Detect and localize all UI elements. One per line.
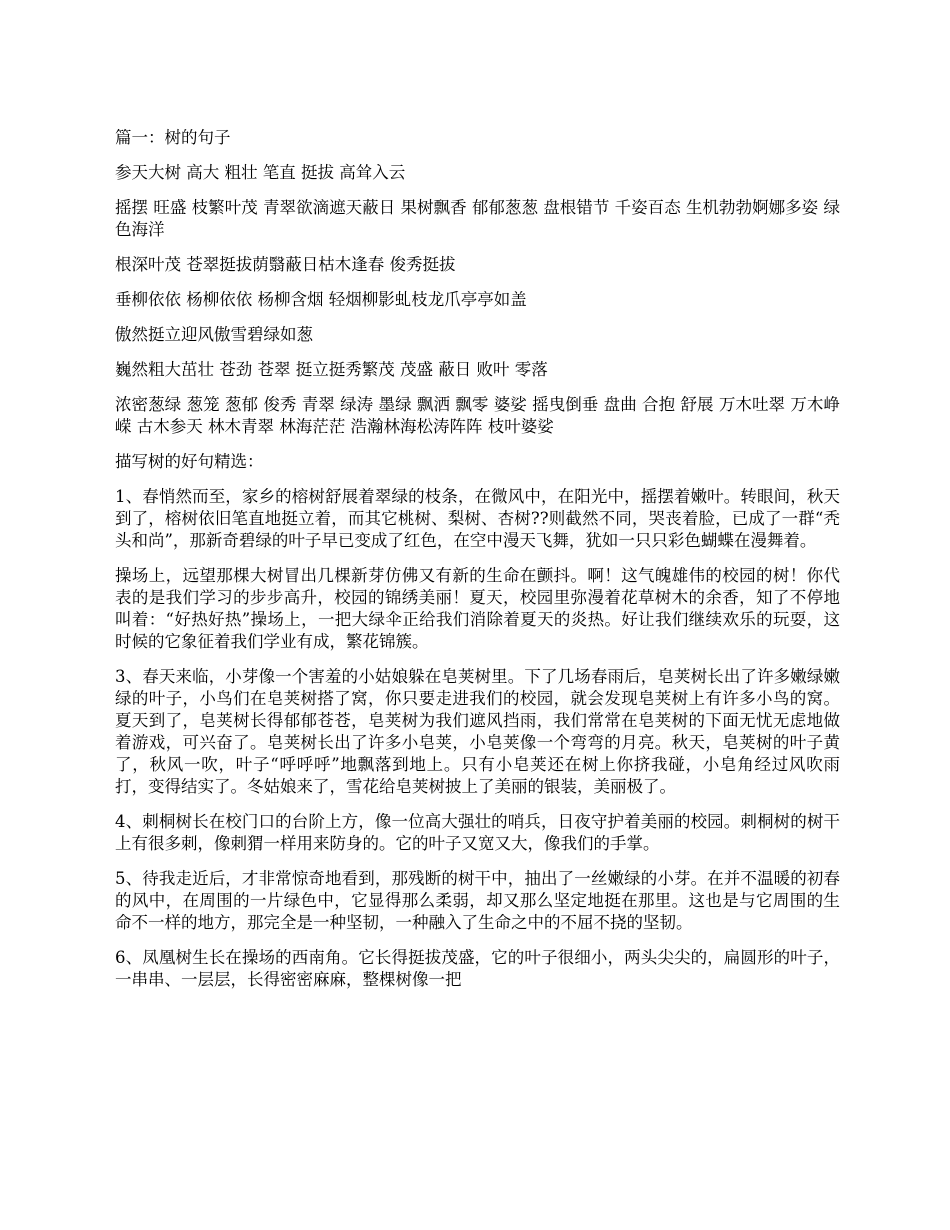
subsection-heading: 描写树的好句精选： xyxy=(115,452,264,471)
body-paragraph: 5、待我走近后，才非常惊奇地看到，那残断的树干中，抽出了一丝嫩绿的小芽。在并不温暖的初春的风中，在周围的一片绿色中，它显得那么柔弱，却又那么坚定地挺在那里。这也是与它周围的生命不一样的地方，那完全是一种坚韧，一种融入了生命之中的不屈不挠的坚韧。 xyxy=(115,869,840,932)
body-paragraph: 6、凤凰树生长在操场的西南角。它长得挺拔茂盛，它的叶子很细小，两头尖尖的，扁圆形的叶子，一串串、一层层，长得密密麻麻，整棵树像一把 xyxy=(115,948,840,989)
word-list-paragraph: 垂柳依依 杨柳依依 杨柳含烟 轻烟柳影虬枝龙爪亭亭如盖 xyxy=(115,290,527,309)
word-list-paragraph: 浓密葱绿 葱笼 葱郁 俊秀 青翠 绿涛 墨绿 飘洒 飘零 婆娑 摇曳倒垂 盘曲 合抱 舒展 万木吐翠 万木峥嵘 古木参天 林木青翠 林海茫茫 浩瀚林海松涛阵阵 枝叶婆娑 xyxy=(115,395,840,436)
word-list-paragraph: 根深叶茂 苍翠挺拔荫翳蔽日枯木逢春 俊秀挺拔 xyxy=(115,255,456,274)
body-paragraph: 3、春天来临，小芽像一个害羞的小姑娘躲在皂荚树里。下了几场春雨后，皂荚树长出了许多嫩绿嫩绿的叶子，小鸟们在皂荚树搭了窝，你只要走进我们的校园，就会发现皂荚树上有许多小鸟的窝。夏天到了，皂荚树长得郁郁苍苍，皂荚树为我们遮风挡雨，我们常常在皂荚树的下面无忧无虑地做着游戏，可兴奋了。皂荚树长出了许多小皂荚，小皂荚像一个弯弯的月亮。秋天，皂荚树的叶子黄了，秋风一吹，叶子“呼呼呼”地飘落到地上。只有小皂荚还在树上你挤我碰，小皂角经过风吹雨打，变得结实了。冬姑娘来了，雪花给皂荚树披上了美丽的银装，美丽极了。 xyxy=(115,667,840,796)
word-list-paragraph: 参天大树 高大 粗壮 笔直 挺拔 高耸入云 xyxy=(115,163,406,182)
body-paragraph: 4、刺桐树长在校门口的台阶上方，像一位高大强壮的哨兵，日夜守护着美丽的校园。刺桐树的树干上有很多刺，像刺猬一样用来防身的。它的叶子又宽又大，像我们的手掌。 xyxy=(115,812,840,853)
section-title: 篇一：树的句子 xyxy=(115,128,231,147)
word-list-paragraph: 摇摆 旺盛 枝繁叶茂 青翠欲滴遮天蔽日 果树飘香 郁郁葱葱 盘根错节 千姿百态 生机勃勃婀娜多姿 绿色海洋 xyxy=(115,198,840,239)
word-list-paragraph: 傲然挺立迎风傲雪碧绿如葱 xyxy=(115,325,313,344)
word-list-paragraph: 巍然粗大茁壮 苍劲 苍翠 挺立挺秀繁茂 茂盛 蔽日 败叶 零落 xyxy=(115,360,548,379)
body-paragraph: 1、春悄然而至，家乡的榕树舒展着翠绿的枝条，在微风中，在阳光中，摇摆着嫩叶。转眼间，秋天到了，榕树依旧笔直地挺立着，而其它桃树、梨树、杏树??则截然不同，哭丧着脸，已成了一群“秃头和尚”，那新奇碧绿的叶子早已变成了红色，在空中漫天飞舞，犹如一只只彩色蝴蝶在漫舞着。 xyxy=(115,487,840,550)
document-body xyxy=(115,127,840,1004)
body-paragraph: 操场上，远望那棵大树冒出几棵新芽仿佛又有新的生命在颤抖。啊！这气魄雄伟的校园的树！你代表的是我们学习的步步高升，校园的锦绣美丽！夏天，校园里弥漫着花草树木的余香，知了不停地叫着：“好热好热”操场上，一把大绿伞正给我们消除着夏天的炎热。好让我们继续欢乐的玩耍，这时候的它象征着我们学业有成，繁花锦簇。 xyxy=(115,566,840,651)
